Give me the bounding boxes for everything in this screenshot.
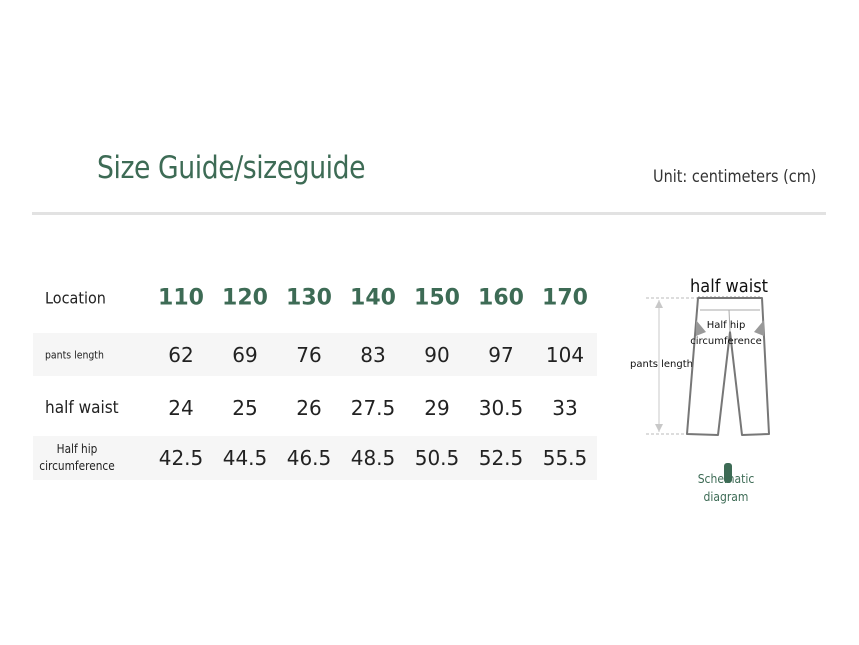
size-140: 140 [350, 285, 396, 311]
table-header-row [33, 276, 597, 320]
size-110: 110 [158, 285, 204, 311]
table-cell: 29 [424, 396, 450, 420]
pants-schematic [620, 270, 800, 510]
unit-label: Unit: centimeters (cm) [653, 167, 817, 187]
table-row [33, 333, 597, 376]
table-cell: 42.5 [158, 446, 204, 470]
waist-label: half waist [690, 276, 769, 297]
table-cell: 50.5 [414, 446, 460, 470]
hip-label: Half hip circumference [690, 320, 762, 347]
table-cell: 33 [552, 396, 578, 420]
table-cell: 97 [488, 342, 514, 367]
table-cell: 26 [296, 396, 322, 420]
row-header-label: Location [45, 288, 106, 308]
table-cell: 90 [424, 342, 450, 367]
divider [32, 212, 826, 215]
table-row [33, 386, 597, 430]
row-label: half waist [45, 398, 119, 418]
table-cell: 44.5 [222, 446, 268, 470]
table-cell: 76 [296, 342, 322, 367]
row-label: Half hip circumference [39, 442, 115, 473]
table-cell: 83 [360, 342, 386, 367]
size-150: 150 [414, 285, 460, 311]
table-cell: 25 [232, 396, 258, 420]
table-cell: 24 [168, 396, 194, 420]
table-row [33, 436, 597, 480]
table-cell: 48.5 [350, 446, 396, 470]
size-120: 120 [222, 285, 268, 311]
size-160: 160 [478, 285, 524, 311]
table-cell: 62 [168, 342, 194, 367]
size-130: 130 [286, 285, 332, 311]
table-cell: 69 [232, 342, 258, 367]
table-cell: 52.5 [478, 446, 524, 470]
diagram-caption: Schematic diagram [697, 472, 755, 504]
table-cell: 104 [545, 342, 585, 367]
table-cell: 46.5 [286, 446, 332, 470]
size-170: 170 [542, 285, 588, 311]
table-cell: 30.5 [478, 396, 524, 420]
table-cell: 27.5 [350, 396, 396, 420]
length-label: pants length [630, 359, 693, 370]
row-label: pants length [45, 348, 104, 361]
page-title: Size Guide/sizeguide [97, 150, 366, 186]
table-cell: 55.5 [542, 446, 588, 470]
